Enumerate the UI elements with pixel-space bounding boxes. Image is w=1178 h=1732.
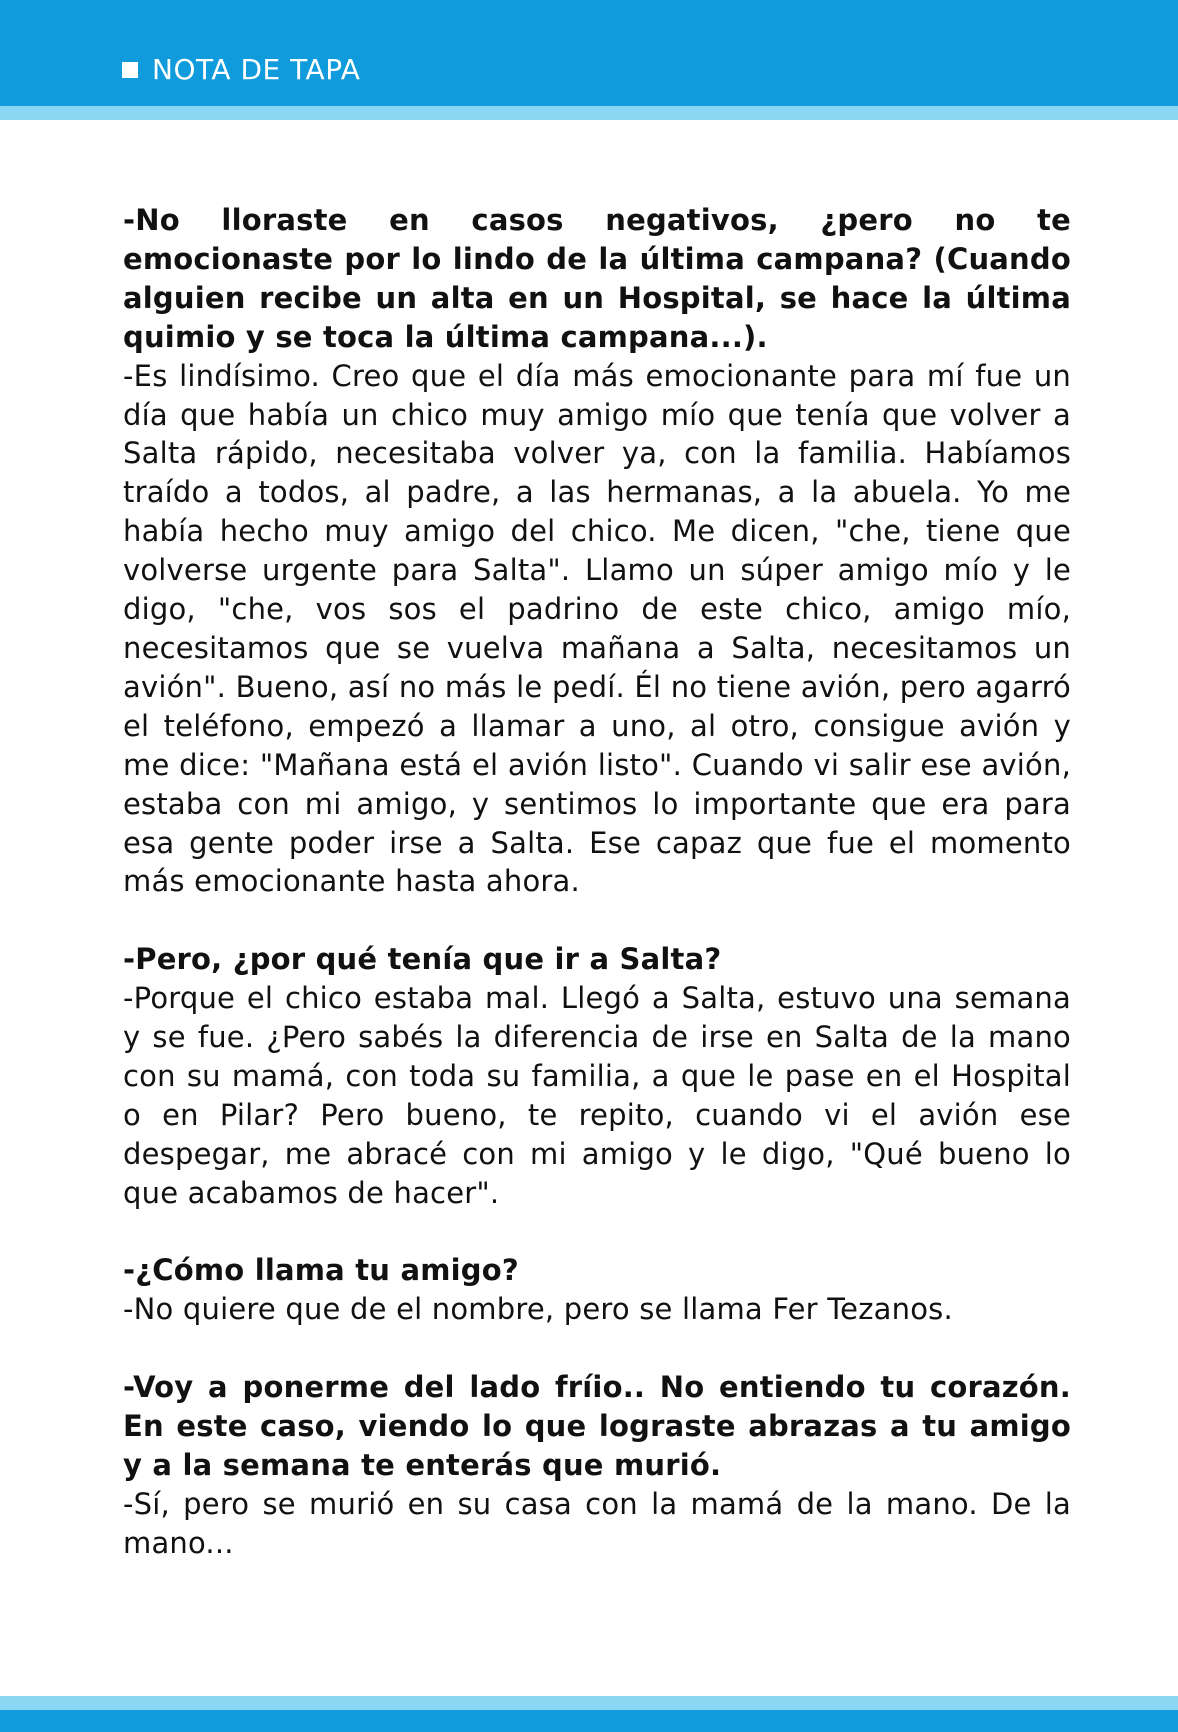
qa-block xyxy=(123,1251,1071,1329)
interview-question: -Pero, ¿por qué tenía que ir a Salta? xyxy=(123,942,722,977)
qa-block xyxy=(123,940,1071,1212)
interview-answer: -No quiere que de el nombre, pero se llama Fer Tezanos. xyxy=(123,1292,953,1327)
section-label xyxy=(122,50,360,90)
footer-stripe xyxy=(0,1696,1178,1710)
qa-block xyxy=(123,1368,1071,1563)
qa-block xyxy=(123,201,1071,901)
section-title: NOTA DE TAPA xyxy=(152,53,361,86)
interview-question: -No lloraste en casos negativos, ¿pero no te emocionaste por lo lindo de la última campana? (Cuando alguien recibe un alta en un Hospital, se hace la última quimio y se toca la última campana...). xyxy=(123,203,1071,354)
square-bullet-icon xyxy=(122,62,138,78)
footer-bar xyxy=(0,1710,1178,1732)
interview-answer: -Es lindísimo. Creo que el día más emocionante para mí fue un día que había un chico muy amigo mío que tenía que volver a Salta rápido, necesitaba volver ya, con la familia. Habíamos traído a todos, al padre, a las hermanas, a la abuela. Yo me había hecho muy amigo del chico. Me dicen, "che, tiene que volverse urgente para Salta". Llamo un súper amigo mío y le digo, "che, vos sos el padrino de este chico, amigo mío, necesitamos que se vuelva mañana a Salta, necesitamos un avión". Bueno, así no más le pedí. Él no tiene avión, pero agarró el teléfono, empezó a llamar a uno, al otro, consigue avión y me dice: "Mañana está el avión listo". Cuando vi salir ese avión, estaba con mi amigo, y sentimos lo importante que era para esa gente poder irse a Salta. Ese capaz que fue el momento más emocionante hasta ahora. xyxy=(123,358,1071,899)
header-stripe xyxy=(0,106,1178,120)
interview-question: -¿Cómo llama tu amigo? xyxy=(123,1253,519,1288)
interview-answer: -Sí, pero se murió en su casa con la mamá de la mano. De la mano... xyxy=(123,1486,1071,1560)
interview-answer: -Porque el chico estaba mal. Llegó a Salta, estuvo una semana y se fue. ¿Pero sabés la diferencia de irse en Salta de la mano con su mamá, con toda su familia, a que le pase en el Hospital o en Pilar? Pero bueno, te repito, cuando vi el avión ese despegar, me abracé con mi amigo y le digo, "Qué bueno lo que acabamos de hacer". xyxy=(123,981,1071,1210)
article-body xyxy=(123,201,1071,1602)
interview-question: -Voy a ponerme del lado fríio.. No entiendo tu corazón. En este caso, viendo lo que lograste abrazas a tu amigo y a la semana te enterás que murió. xyxy=(123,1370,1071,1482)
